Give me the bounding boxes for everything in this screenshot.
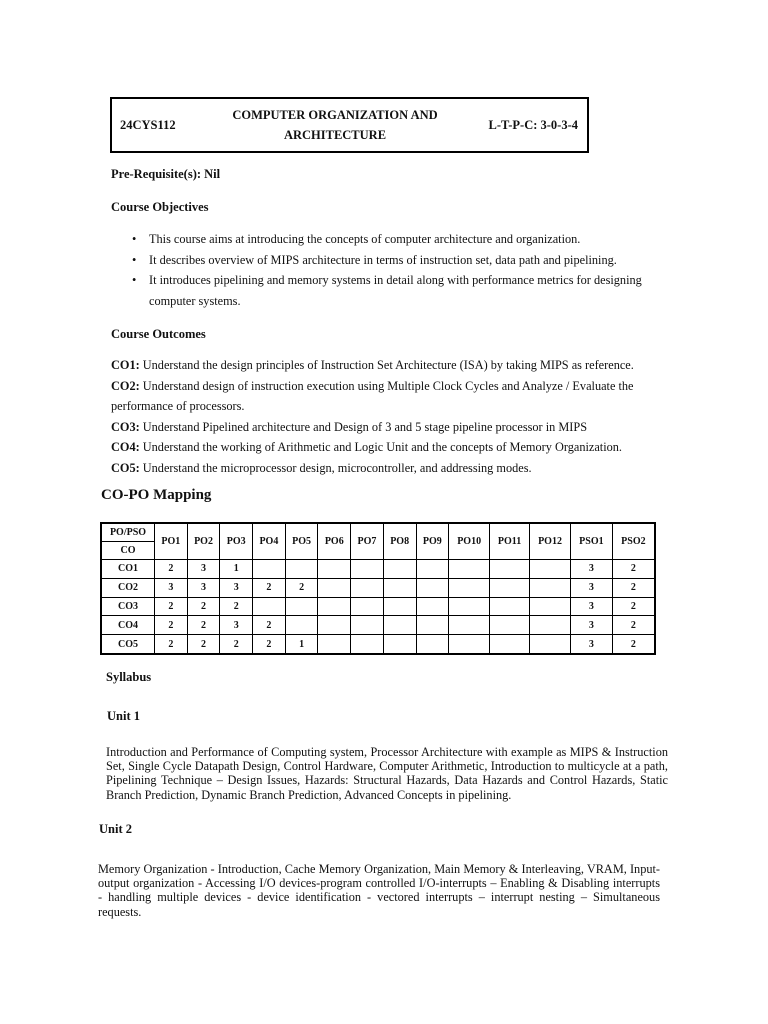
objectives-heading: Course Objectives [111, 200, 209, 214]
mapping-cell [449, 560, 490, 579]
mapping-cell: 2 [612, 597, 655, 616]
mapping-cell [285, 597, 318, 616]
mapping-cell: 2 [253, 616, 286, 635]
mapping-cell [383, 560, 416, 579]
table-row [101, 616, 655, 635]
course-code: 24CYS112 [120, 118, 176, 132]
unit2-text: Memory Organization - Introduction, Cache Memory Organization, Main Memory & Interleaving, VRAM, Input-output organization - Accessing I/O devices-program controlled I/O-interrupts – Enabling & Disabling interrupts - handling multiple devices - device identification - vectored interrupts – interrupt nesting – Simultaneous requests. [98, 862, 660, 919]
mapping-cell [490, 578, 530, 597]
mapping-cell [318, 635, 351, 654]
column-header: PO7 [351, 523, 384, 560]
mapping-cell [383, 635, 416, 654]
objective-item [112, 250, 672, 271]
mapping-cell: 1 [220, 560, 253, 579]
co-label-cell: CO2 [101, 578, 155, 597]
mapping-cell [530, 616, 571, 635]
bullet-icon: • [132, 252, 137, 267]
outcome-code: CO3: [111, 419, 140, 434]
mapping-cell: 2 [187, 635, 220, 654]
column-header: PO3 [220, 523, 253, 560]
copo-header-row [101, 523, 655, 542]
column-header: PO6 [318, 523, 351, 560]
outcome-code: CO1: [111, 358, 140, 372]
mapping-cell [416, 578, 449, 597]
mapping-cell [416, 616, 449, 635]
mapping-cell [530, 560, 571, 579]
mapping-cell [530, 597, 571, 616]
copo-table-body [101, 560, 655, 655]
mapping-cell [490, 635, 530, 654]
mapping-cell: 3 [570, 578, 612, 597]
mapping-cell: 2 [253, 578, 286, 597]
column-header: PO11 [490, 523, 530, 560]
corner-header-bottom: CO [101, 542, 155, 560]
mapping-cell: 2 [612, 635, 655, 654]
outcome-text: Understand the design principles of Instruction Set Architecture (ISA) by taking MIPS as reference. [139, 358, 634, 372]
mapping-cell [449, 597, 490, 616]
course-title-line2: ARCHITECTURE [283, 128, 387, 142]
mapping-cell [490, 560, 530, 579]
outcome-code: CO2: [111, 378, 140, 393]
outcome-text: Understand design of instruction execution using Multiple Clock Cycles and Analyze / Evaluate the performance of processors. [111, 378, 634, 414]
mapping-cell [285, 616, 318, 635]
outcomes-heading: Course Outcomes [111, 327, 206, 341]
mapping-cell [449, 578, 490, 597]
mapping-cell [416, 635, 449, 654]
outcomes-list [111, 355, 667, 479]
column-header: PSO2 [612, 523, 655, 560]
objectives-list [112, 229, 672, 311]
column-header: PO2 [187, 523, 220, 560]
column-header: PO12 [530, 523, 571, 560]
unit1-title: Unit 1 [107, 709, 140, 723]
objective-text: This course aims at introducing the concepts of computer architecture and organization. [149, 232, 581, 246]
table-row [101, 560, 655, 579]
table-row [101, 635, 655, 654]
column-header: PO8 [383, 523, 416, 560]
table-row [101, 578, 655, 597]
objective-item [112, 229, 672, 250]
mapping-cell [449, 635, 490, 654]
mapping-cell: 2 [187, 597, 220, 616]
bullet-icon: • [132, 273, 137, 288]
mapping-cell [416, 597, 449, 616]
mapping-cell [318, 597, 351, 616]
mapping-cell [351, 616, 384, 635]
mapping-cell [530, 578, 571, 597]
mapping-cell: 3 [570, 635, 612, 654]
co-label-cell: CO5 [101, 635, 155, 654]
outcome-text: Understand the microprocessor design, microcontroller, and addressing modes. [139, 460, 532, 475]
mapping-cell [253, 597, 286, 616]
mapping-cell: 3 [570, 616, 612, 635]
bullet-icon: • [132, 232, 137, 246]
mapping-cell: 2 [612, 616, 655, 635]
mapping-cell [351, 560, 384, 579]
mapping-cell [449, 616, 490, 635]
copo-mapping-table [100, 522, 656, 655]
ltpc-credits: L-T-P-C: 3-0-3-4 [488, 118, 578, 132]
mapping-cell: 3 [570, 597, 612, 616]
mapping-cell: 2 [220, 597, 253, 616]
mapping-cell [383, 597, 416, 616]
mapping-cell: 2 [187, 616, 220, 635]
mapping-cell [416, 560, 449, 579]
mapping-cell: 1 [285, 635, 318, 654]
outcome-text: Understand Pipelined architecture and Design of 3 and 5 stage pipeline processor in MIPS [139, 419, 588, 434]
mapping-cell [285, 560, 318, 579]
column-header: PO10 [449, 523, 490, 560]
mapping-cell [318, 616, 351, 635]
outcome-item [111, 417, 667, 438]
outcome-text: Understand the working of Arithmetic and Logic Unit and the concepts of Memory Organization. [139, 440, 623, 455]
objective-text: It introduces pipelining and memory systems in detail along with performance metrics for designing computer systems. [149, 273, 642, 308]
mapping-cell: 2 [612, 578, 655, 597]
column-header: PO5 [285, 523, 318, 560]
column-header: PO4 [253, 523, 286, 560]
mapping-cell [490, 597, 530, 616]
mapping-cell: 2 [155, 597, 188, 616]
column-header: PO1 [155, 523, 188, 560]
mapping-cell: 3 [570, 560, 612, 579]
outcome-code: CO4: [111, 440, 140, 455]
mapping-cell [383, 578, 416, 597]
unit2-title: Unit 2 [99, 822, 132, 836]
mapping-cell: 3 [155, 578, 188, 597]
co-label-cell: CO3 [101, 597, 155, 616]
objective-item [112, 270, 672, 311]
co-label-cell: CO4 [101, 616, 155, 635]
course-header-box [110, 97, 589, 153]
outcome-code: CO5: [111, 460, 140, 475]
co-label-cell: CO1 [101, 560, 155, 579]
syllabus-heading: Syllabus [106, 670, 152, 684]
mapping-cell [351, 597, 384, 616]
mapping-cell: 3 [220, 616, 253, 635]
table-row [101, 597, 655, 616]
course-title [230, 105, 440, 145]
mapping-cell [318, 560, 351, 579]
mapping-cell [351, 578, 384, 597]
mapping-cell: 2 [155, 560, 188, 579]
mapping-cell [318, 578, 351, 597]
mapping-cell: 2 [285, 578, 318, 597]
corner-header-top: PO/PSO [101, 523, 155, 542]
column-header: PSO1 [570, 523, 612, 560]
mapping-cell: 2 [612, 560, 655, 579]
mapping-cell: 2 [220, 635, 253, 654]
mapping-cell: 3 [220, 578, 253, 597]
mapping-cell [351, 635, 384, 654]
mapping-cell [383, 616, 416, 635]
mapping-cell: 2 [155, 635, 188, 654]
mapping-cell [530, 635, 571, 654]
prerequisite: Pre-Requisite(s): Nil [111, 167, 221, 181]
copo-mapping-title: CO-PO Mapping [101, 487, 212, 503]
mapping-cell: 2 [155, 616, 188, 635]
mapping-cell [253, 560, 286, 579]
mapping-cell: 2 [253, 635, 286, 654]
unit1-text: Introduction and Performance of Computing system, Processor Architecture with example as MIPS & Instruction Set, Single Cycle Datapath Design, Control Hardware, Computer Arithmetic, Introduction to multicycle at a path, Pipelining Technique – Design Issues, Hazards: Structural Hazards, Data Hazards and Control Hazards, Static Branch Prediction, Dynamic Branch Prediction, Advanced Concepts in pipelining. [106, 745, 668, 802]
course-title-line1: COMPUTER ORGANIZATION AND [232, 108, 438, 122]
outcome-item [111, 437, 667, 458]
mapping-cell: 3 [187, 560, 220, 579]
mapping-cell [490, 616, 530, 635]
outcome-item [111, 376, 667, 417]
outcome-item [111, 355, 667, 376]
mapping-cell: 3 [187, 578, 220, 597]
column-header: PO9 [416, 523, 449, 560]
objective-text: It describes overview of MIPS architecture in terms of instruction set, data path and pipelining. [149, 252, 617, 267]
outcome-item [111, 458, 667, 479]
